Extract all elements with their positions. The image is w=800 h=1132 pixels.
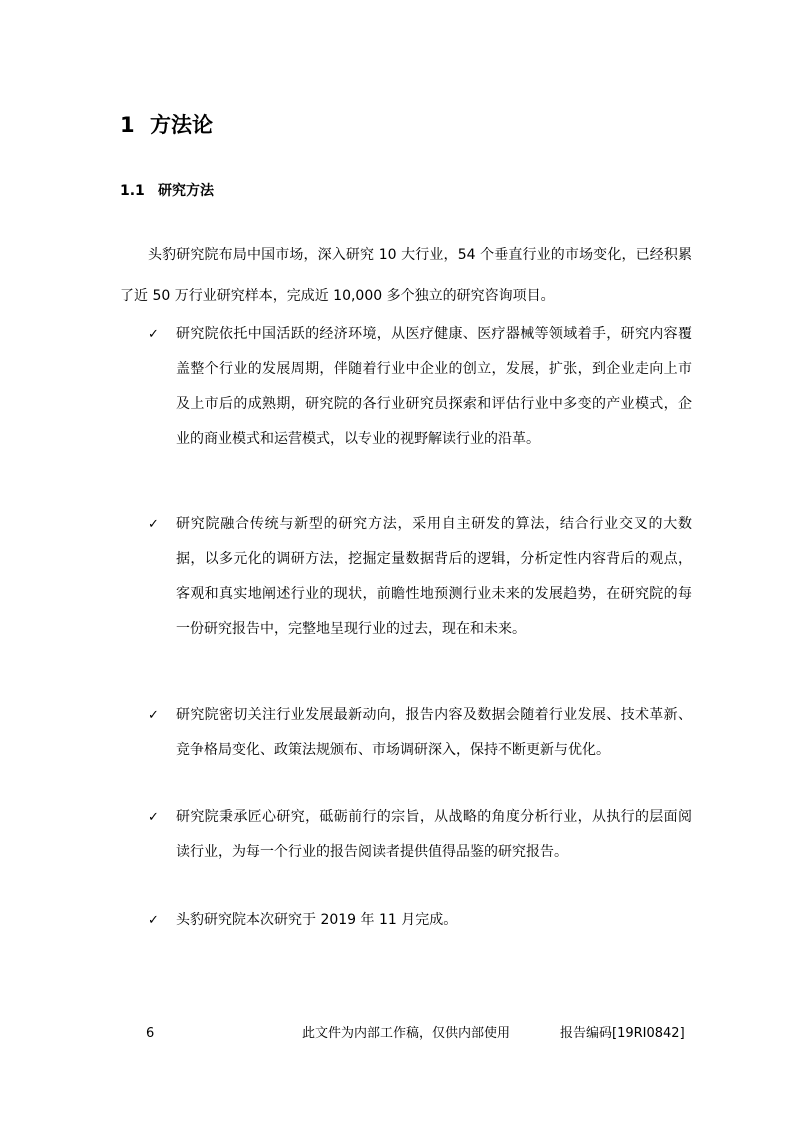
- subsection-number: 1.1: [120, 183, 145, 199]
- section-number: 1: [120, 113, 135, 137]
- check-icon: ✓: [148, 810, 159, 825]
- bullet-item-5: [148, 903, 692, 938]
- section-title: 方法论: [150, 113, 213, 137]
- bullet-item-3: [148, 698, 692, 768]
- bullet-text: 研究院密切关注行业发展最新动向，报告内容及数据会随着行业发展、技术革新、竞争格局变化、政策法规颁布、市场调研深入，保持不断更新与优化。: [176, 707, 692, 758]
- page-number: 6: [146, 1026, 155, 1041]
- check-icon: ✓: [148, 327, 159, 342]
- check-icon: ✓: [148, 913, 159, 928]
- bullet-item-4: [148, 800, 692, 870]
- bullet-item-1: [148, 317, 692, 457]
- bullet-text: 研究院依托中国活跃的经济环境，从医疗健康、医疗器械等领域着手，研究内容覆盖整个行业的发展周期，伴随着行业中企业的创立，发展，扩张，到企业走向上市及上市后的成熟期，研究院的各行业研究员探索和评估行业中多变的产业模式，企业的商业模式和运营模式，以专业的视野解读行业的沿革。: [176, 326, 692, 447]
- subsection-heading: [120, 180, 214, 202]
- bullet-text: 研究院融合传统与新型的研究方法，采用自主研发的算法，结合行业交叉的大数据，以多元化的调研方法，挖掘定量数据背后的逻辑，分析定性内容背后的观点，客观和真实地阐述行业的现状，前瞻性地预测行业未来的发展趋势，在研究院的每一份研究报告中，完整地呈现行业的过去，现在和未来。: [176, 516, 692, 637]
- bullet-text: 研究院秉承匠心研究，砥砺前行的宗旨，从战略的角度分析行业，从执行的层面阅读行业，为每一个行业的报告阅读者提供值得品鉴的研究报告。: [176, 809, 692, 860]
- intro-paragraph: 头豹研究院布局中国市场，深入研究 10 大行业，54 个垂直行业的市场变化，已经积累了近 50 万行业研究样本，完成近 10,000 多个独立的研究咨询项目。: [120, 247, 692, 304]
- footer-notice: 此文件为内部工作稿，仅供内部使用: [302, 1026, 511, 1041]
- subsection-title: 研究方法: [158, 183, 214, 199]
- bullet-text: 头豹研究院本次研究于 2019 年 11 月完成。: [176, 912, 458, 928]
- check-icon: ✓: [148, 517, 159, 532]
- check-icon: ✓: [148, 708, 159, 723]
- report-code: 报告编码[19RI0842]: [560, 1026, 685, 1041]
- bullet-item-2: [148, 507, 692, 647]
- section-heading: [120, 110, 213, 140]
